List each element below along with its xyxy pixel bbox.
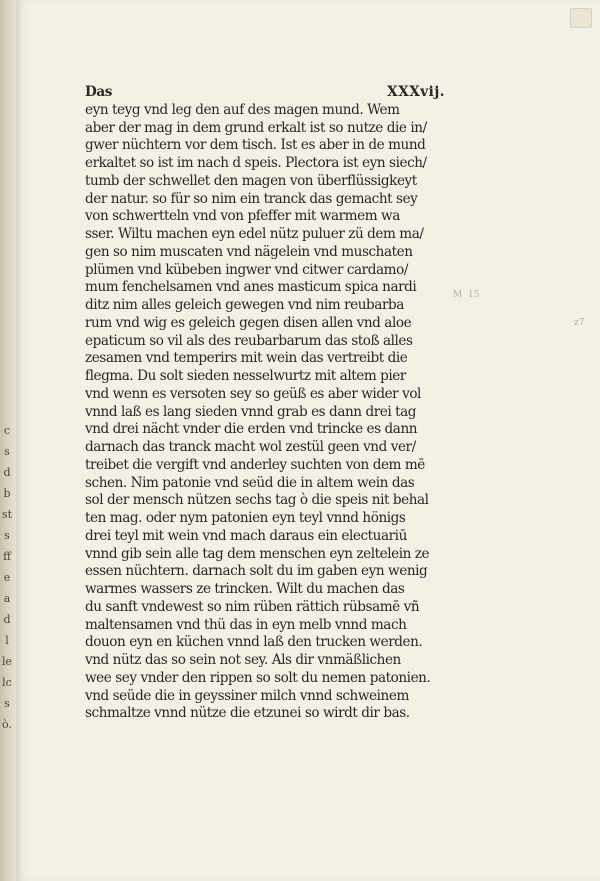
text-line: eyn teyg vnd leg den auf des magen mund. Wem: [85, 101, 400, 118]
edge-fragment: l: [5, 634, 9, 647]
text-line: schmaltze vnnd nütze die etzunei so wirdt dir bas.: [85, 705, 410, 722]
margin-mark: M: [453, 290, 463, 300]
text-line: vnnd gib sein alle tag dem menschen eyn zeltelein ze: [85, 545, 430, 562]
text-line: darnach das tranck macht wol zestül geen vnd ver/: [85, 439, 416, 455]
text-column: [85, 84, 445, 723]
text-line: ditz nim alles geleich gewegen vnd nim reubarba: [85, 297, 404, 313]
text-line: schen. Nim patonie vnd seüd die in altem wein das: [85, 474, 415, 491]
edge-fragment: d: [3, 613, 11, 626]
edge-fragment: s: [4, 445, 10, 458]
edge-fragment: c: [3, 424, 11, 437]
page-corner-tab: [570, 8, 592, 28]
edge-fragment: ò.: [2, 718, 12, 731]
text-line: sser. Wiltu machen eyn edel nütz puluer zü dem ma/: [85, 226, 424, 242]
edge-fragment: lc: [2, 676, 12, 689]
text-line: ten mag. oder nym patonien eyn teyl vnnd hönigs: [85, 510, 406, 526]
text-line: vnd wenn es versoten sey so geüß es aber wider vol: [85, 385, 421, 402]
text-line: mum fenchelsamen vnd anes masticum spica nardi: [85, 279, 417, 296]
book-page: [16, 0, 600, 881]
edge-fragment: ff: [3, 550, 11, 563]
edge-fragment: le: [1, 655, 13, 668]
folio-number: XXXvij.: [387, 84, 445, 100]
text-lines: [85, 102, 445, 723]
text-line: vnd nütz das so sein not sey. Als dir vnmäßlichen: [85, 652, 401, 668]
text-line: aber der mag in dem grund erkalt ist so nutze die in/: [85, 119, 427, 136]
heading-initial: Das: [85, 84, 112, 100]
edge-fragment: s: [4, 529, 10, 542]
text-line: zesamen vnd temperirs mit wein das vertreibt die: [85, 350, 408, 367]
margin-mark: 15: [468, 290, 480, 300]
text-line: rum vnd wig es geleich gegen disen allen vnd aloe: [85, 314, 412, 331]
text-line: maltensamen vnd thü das in eyn melb vnnd mach: [85, 616, 407, 633]
edge-fragment: d: [3, 466, 11, 479]
edge-fragment: e: [3, 571, 11, 584]
facing-page-text-fragments: [0, 420, 14, 735]
running-head: [85, 84, 445, 102]
text-line: plümen vnd kübeben ingwer vnd citwer cardamo/: [85, 261, 408, 278]
edge-fragment: b: [3, 487, 11, 500]
text-line: gen so nim muscaten vnd nägelein vnd muschaten: [85, 243, 413, 260]
edge-fragment: s: [4, 697, 10, 710]
text-line: vnnd laß es lang sieden vnnd grab es dann drei tag: [85, 403, 417, 420]
text-line: warmes wassers ze trincken. Wilt du machen das: [85, 581, 405, 597]
text-line: wee sey vnder den rippen so solt du nemen patonien.: [85, 669, 431, 686]
edge-fragment: st: [1, 508, 13, 521]
text-line: epaticum so vil als des reubarbarum das stoß alles: [85, 332, 413, 349]
text-line: du sanft vndewest so nim rüben rättich rübsamē vñ: [85, 598, 420, 615]
text-line: erkaltet so ist im nach d speis. Plectora ist eyn siech/: [85, 155, 427, 171]
text-line: drei teyl mit wein vnd mach daraus ein electuariū: [85, 527, 407, 544]
text-line: tumb der schwellet den magen von überflüssigkeyt: [85, 172, 417, 189]
margin-mark: z7: [574, 318, 585, 328]
text-line: essen nüchtern. darnach solt du im gaben eyn wenig: [85, 563, 428, 580]
text-line: gwer nüchtern vor dem tisch. Ist es aber in de mund: [85, 137, 426, 154]
text-line: flegma. Du solt sieden nesselwurtz mit altem pier: [85, 368, 406, 384]
text-line: vnd seüde die in geyssiner milch vnnd schweinem: [85, 687, 409, 704]
text-line: von schwertteln vnd von pfeffer mit warmem wa: [85, 208, 400, 225]
text-line: treibet die vergift vnd anderley suchten von dem mē: [85, 456, 425, 473]
text-line: douon eyn en küchen vnnd laß den trucken werden.: [85, 634, 423, 651]
edge-fragment: a: [3, 592, 11, 605]
text-line: vnd drei nächt vnder die erden vnd trincke es dann: [85, 421, 418, 438]
text-line: der natur. so für so nim ein tranck das gemacht sey: [85, 190, 418, 207]
text-line: sol der mensch nützen sechs tag ò die speis nit behal: [85, 492, 429, 509]
